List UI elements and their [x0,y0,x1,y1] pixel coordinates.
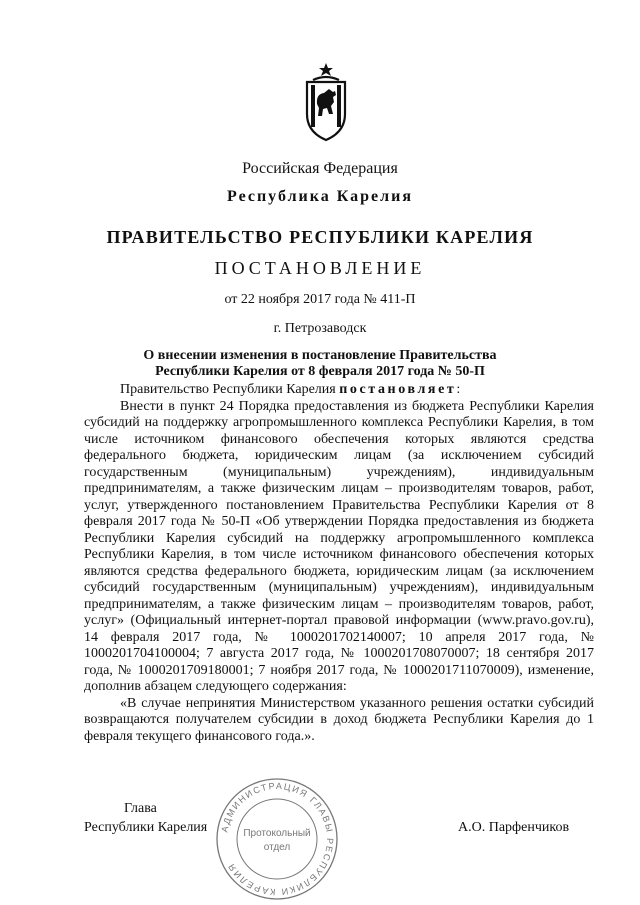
intro-lead: Правительство Республики Карелия [120,382,340,397]
document-date-number: от 22 ноября 2017 года № 411-П [224,292,416,307]
government-heading: ПРАВИТЕЛЬСТВО РЕСПУБЛИКИ КАРЕЛИЯ [106,227,534,247]
intro-paragraph [84,382,594,399]
signatory-name: А.О. Парфенчиков [458,820,570,835]
intro-tail: : [456,382,461,397]
decree-body [84,382,594,745]
stamp-center-line-1: Протокольный [243,828,311,839]
amendment-paragraph: Внести в пункт 24 Порядка предоставления из бюджета Республики Карелия субсидий на поддержку агропромышленного комплекса Республики Карелия, в том числе источником финансового обеспечения которых являются средства федерального бюджета, юридическим лицам (за исключением субсидий государственным (муниципальным) учреждениям), индивидуальным предпринимателям, а также физическим лицам – производителям товаров, работ, услуг, утвержденного постановлением Правительства Республики Карелия от 8 февраля 2017 года № 50-П «Об утверждении Порядка предоставления из бюджета Республики Карелия субсидий на поддержку агропромышленного комплекса Республики Карелия, в том числе источником финансового обеспечения которых являются средства федерального бюджета, юридическим лицам (за исключением субсидий государственным (муниципальным) учреждениям), индивидуальным предпринимателям, а также физическим лицам – производителям товаров, работ, услуг» (Официальный интернет-портал правовой информации (www.pravo.gov.ru), 14 февраля 2017 года, № 1000201702140007; 10 апреля 2017 года, № 1000201704100004; 7 августа 2017 года, № 1000201708070007; 18 сентября 2017 года, № 1000201709180001; 7 ноября 2017 года, № 1000201711070009), изменение, дополнив абзацем следующего содержания: [84,398,594,694]
signatory-title: Глава [124,801,157,816]
official-stamp [214,776,340,902]
subject-line-1: О внесении изменения в постановление Правительства [143,348,497,363]
added-text-paragraph: «В случае непринятия Министерством указанного решения остатки субсидий возвращаются получателем субсидии в доход бюджета Республики Карелия до 1 февраля текущего финансового года.». [84,695,594,744]
document-city: г. Петрозаводск [273,321,367,336]
decree-verb: постановляет [339,382,457,397]
republic-name: Республика Карелия [227,188,413,205]
document-type: ПОСТАНОВЛЕНИЕ [214,258,426,278]
country-name: Российская Федерация [242,160,398,177]
karelia-coat-of-arms-icon [302,62,350,142]
signatory-republic: Республики Карелия [84,820,208,835]
subject-line-2: Республики Карелия от 8 февраля 2017 года № 50-П [155,364,485,379]
stamp-center-line-2: отдел [263,842,291,853]
stamp-ring-text: АДМИНИСТРАЦИЯ ГЛАВЫ РЕСПУБЛИКИ КАРЕЛИЯ [219,780,336,898]
